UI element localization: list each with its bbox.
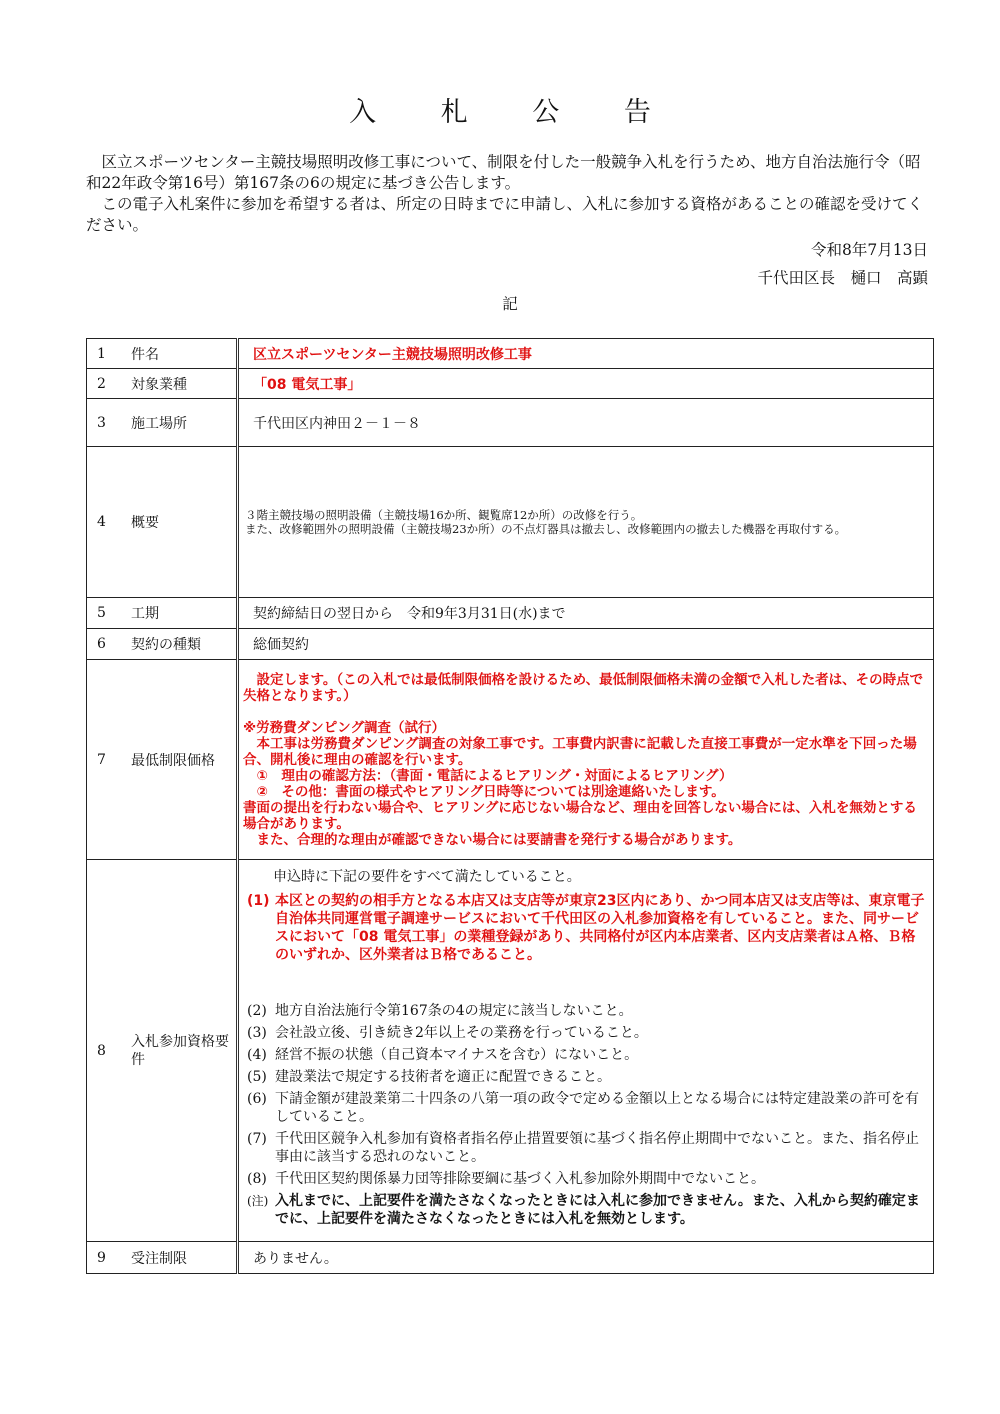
row-number: 4 bbox=[87, 447, 128, 598]
table-row bbox=[87, 660, 934, 860]
intro-paragraph-2: この電子入札案件に参加を希望する者は、所定の日時までに申請し、入札に参加する資格があることの確認を受けてください。 bbox=[86, 195, 924, 234]
table-row bbox=[87, 399, 934, 447]
min-price-line: ② その他：書面の様式やヒアリング日時等については別途連絡いたします。 bbox=[243, 783, 725, 800]
intro-paragraph-1: 区立スポーツセンター主競技場照明改修工事について、制限を付した一般競争入札を行うため、地方自治法施行令（昭和22年政令第16号）第167条の6の規定に基づき公告します。 bbox=[86, 153, 921, 192]
row-number: 6 bbox=[87, 629, 128, 660]
row-value: ありません。 bbox=[238, 1242, 934, 1274]
row-value: 契約締結日の翌日から 令和9年3月31日(水)まで bbox=[238, 598, 934, 629]
row-number: 5 bbox=[87, 598, 128, 629]
table-row bbox=[87, 447, 934, 598]
row-label: 施工場所 bbox=[127, 399, 238, 447]
row-value bbox=[238, 660, 934, 860]
requirement-item: (6) 下請金額が建設業第二十四条の八第一項の政令で定める金額以上となる場合には特定建設業の許可を有していること。 bbox=[247, 1091, 919, 1125]
requirement-item: (1) 本区との契約の相手方となる本店又は支店等が東京23区内にあり、かつ同本店又は支店等は、東京電子自治体共同運営電子調達サービスにおいて千代田区の入札参加資格を有していること。また、同サービスにおいて「08 電気工事」の業種登録があり、共同格付が区内本店業者、区内支店業者はＡ格、Ｂ格のいずれか、区外業者はＢ格であること。 bbox=[247, 893, 925, 963]
row-number: 1 bbox=[87, 339, 128, 369]
table-row bbox=[87, 629, 934, 660]
intro-text bbox=[86, 152, 936, 236]
row-label: 受注制限 bbox=[127, 1242, 238, 1274]
notice-date: 令和8年7月13日 bbox=[811, 241, 928, 259]
row-value: 区立スポーツセンター主競技場照明改修工事 bbox=[238, 339, 934, 369]
row-number: 2 bbox=[87, 369, 128, 399]
requirement-intro: 申込時に下記の要件をすべて満たしていること。 bbox=[273, 869, 581, 885]
signatory: 千代田区長 樋口 高顕 bbox=[757, 269, 928, 287]
row-number: 8 bbox=[87, 860, 128, 1242]
table-row bbox=[87, 860, 934, 1242]
row-number: 3 bbox=[87, 399, 128, 447]
table-row bbox=[87, 339, 934, 369]
summary-line: ３階主競技場の照明設備（主競技場16か所、観覧席12か所）の改修を行う。 bbox=[245, 508, 643, 522]
min-price-line: また、合理的な理由が確認できない場合には要請書を発行する場合があります。 bbox=[243, 831, 742, 848]
row-value: 総価契約 bbox=[238, 629, 934, 660]
requirement-item: (7) 千代田区競争入札参加有資格者指名停止措置要領に基づく指名停止期間中でないこと。また、指名停止事由に該当する恐れのないこと。 bbox=[247, 1131, 919, 1165]
row-label: 契約の種類 bbox=[127, 629, 238, 660]
row-label: 対象業種 bbox=[127, 369, 238, 399]
document-title: 入 札 公 告 bbox=[349, 97, 679, 128]
requirement-item: (4) 経営不振の状態（自己資本マイナスを含む）にないこと。 bbox=[247, 1047, 639, 1063]
min-price-line: 本工事は労務費ダンピング調査の対象工事です。工事費内訳書に記載した直接工事費が一定水準を下回った場合、開札後に理由の確認を行います。 bbox=[243, 735, 917, 768]
table-row bbox=[87, 1242, 934, 1274]
min-price-line: ① 理由の確認方法：（書面・電話によるヒアリング・対面によるヒアリング） bbox=[243, 767, 733, 784]
row-label: 件名 bbox=[127, 339, 238, 369]
row-label: 最低制限価格 bbox=[127, 660, 238, 860]
min-price-line: 書面の提出を行わない場合や、ヒアリングに応じない場合など、理由を回答しない場合には、入札を無効とする場合があります。 bbox=[243, 799, 917, 832]
min-price-line: 設定します。（この入札では最低制限価格を設けるため、最低制限価格未満の金額で入札した者は、その時点で失格となります。） bbox=[243, 671, 924, 704]
row-label: 入札参加資格要件 bbox=[127, 860, 238, 1242]
summary-line: また、改修範囲外の照明設備（主競技場23か所）の不点灯器具は撤去し、改修範囲内の撤去した機器を再取付する。 bbox=[245, 522, 847, 536]
table-row bbox=[87, 598, 934, 629]
notice-table bbox=[86, 338, 934, 1274]
row-number: 9 bbox=[87, 1242, 128, 1274]
requirement-item: (8) 千代田区契約関係暴力団等排除要綱に基づく入札参加除外期間中でないこと。 bbox=[247, 1171, 765, 1187]
table-row bbox=[87, 369, 934, 399]
row-value bbox=[238, 447, 934, 598]
row-value: 千代田区内神田２－１－８ bbox=[238, 399, 934, 447]
requirement-note: (注) 入札までに、上記要件を満たさなくなったときには入札に参加できません。また、入札から契約確定までに、上記要件を満たさなくなったときには入札を無効とします。 bbox=[247, 1193, 920, 1227]
requirement-item: (5) 建設業法で規定する技術者を適正に配置できること。 bbox=[247, 1069, 611, 1085]
row-label: 概要 bbox=[127, 447, 238, 598]
ki-mark: 記 bbox=[502, 295, 518, 313]
row-label: 工期 bbox=[127, 598, 238, 629]
row-number: 7 bbox=[87, 660, 128, 860]
row-value: 「08 電気工事」 bbox=[238, 369, 934, 399]
requirement-item: (3) 会社設立後、引き続き2年以上その業務を行っていること。 bbox=[247, 1025, 648, 1041]
row-value bbox=[238, 860, 934, 1242]
requirement-item: (2) 地方自治法施行令第167条の4の規定に該当しないこと。 bbox=[247, 1003, 633, 1019]
min-price-line: ※労務費ダンピング調査（試行） bbox=[243, 719, 445, 736]
